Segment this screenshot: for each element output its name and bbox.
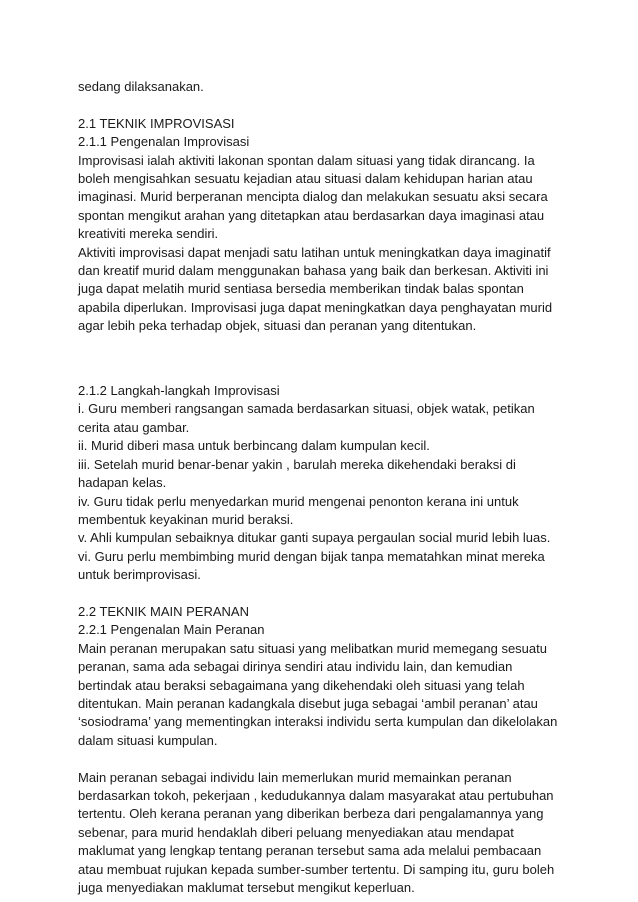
section-heading-2-1: 2.1 TEKNIK IMPROVISASI [78,115,235,131]
subsection-heading-2-1-2: 2.1.2 Langkah-langkah Improvisasi [78,383,280,399]
paragraph-line: bertindak atau beraksi sebagaimana yang dikehendaki oleh situasi yang telah [78,677,525,693]
spacer [78,96,568,114]
paragraph-line: dan kreatif murid dalam menggunakan bahasa yang baik dan berkesan. Aktiviti ini [78,263,549,279]
paragraph-line: apabila diperlukan. Improvisasi juga dapat meningkatkan daya penghayatan murid [78,299,553,315]
paragraph-line: juga menyediakan maklumat tersebut mengikut keperluan. [78,880,415,895]
paragraph-line: agar lebih peka terhadap objek, situasi dan peranan yang ditentukan. [78,318,477,334]
paragraph-line: Aktiviti improvisasi dapat menjadi satu latihan untuk meningkatkan daya imaginatif [78,244,551,260]
spacer [78,585,568,603]
paragraph-line: dalam situasi kumpulan. [78,732,218,748]
step-line: iv. Guru tidak perlu menyedarkan murid mengenai penonton kerana ini untuk [78,493,519,509]
paragraph-line: berdasarkan tokoh, pekerjaan , kedudukannya dalam masyarakat atau pertubuhan [78,787,554,803]
paragraph-line: tertentu. Oleh kerana peranan yang diberikan berbeza dari pengalamannya yang [78,806,544,822]
document-body [78,78,568,897]
paragraph-line: imaginasi. Murid berperanan mencipta dialog dan melakukan sesuatu aksi secara [78,189,548,205]
subsection-heading-2-1-1: 2.1.1 Pengenalan Improvisasi [78,134,250,150]
paragraph-line: Improvisasi ialah aktiviti lakonan spontan dalam situasi yang tidak dirancang. Ia [78,152,535,168]
paragraph-line: spontan mengikut arahan yang ditetapkan atau berdasarkan daya imaginasi atau [78,207,545,223]
subsection-heading-2-2-1: 2.2.1 Pengenalan Main Peranan [78,622,265,638]
step-line: vi. Guru perlu membimbing murid dengan bijak tanpa mematahkan minat mereka [78,548,545,564]
step-line: i. Guru memberi rangsangan samada berdasarkan situasi, objek watak, petikan [78,401,535,417]
paragraph-line: kreativiti mereka sendiri. [78,226,219,242]
step-line: membentuk keyakinan murid beraksi. [78,511,294,527]
paragraph-line: juga dapat melatih murid sentiasa bersedia memberikan tindak balas spontan [78,281,524,297]
paragraph-line: ditentukan. Main peranan kadangkala disebut juga sebagai ‘ambil peranan’ atau [78,695,538,711]
paragraph-line: sebenar, para murid hendaklah diberi peluang menyediakan atau mendapat [78,824,514,840]
spacer [78,336,568,364]
step-line: hadapan kelas. [78,475,167,491]
continuation-line: sedang dilaksanakan. [78,79,204,94]
step-line: ii. Murid diberi masa untuk berbincang dalam kumpulan kecil. [78,438,430,454]
section-heading-2-2: 2.2 TEKNIK MAIN PERANAN [78,603,249,619]
spacer [78,364,568,382]
paragraph-line: Main peranan sebagai individu lain memerlukan murid memainkan peranan [78,769,512,785]
spacer [78,750,568,768]
paragraph-line: ‘sosiodrama’ yang mementingkan interaksi individu serta kumpulan dan dikelolakan [78,714,558,730]
step-line: untuk berimprovisasi. [78,567,201,583]
step-line: iii. Setelah murid benar-benar yakin , barulah mereka dikehendaki beraksi di [78,456,516,472]
paragraph-line: Main peranan merupakan satu situasi yang melibatkan murid memegang sesuatu [78,640,547,656]
paragraph-line: atau membuat rujukan kepada sumber-sumber tertentu. Di samping itu, guru boleh [78,861,555,877]
step-line: cerita atau gambar. [78,419,190,435]
paragraph-line: peranan, sama ada sebagai dirinya sendiri atau individu lain, dan kemudian [78,659,513,675]
paragraph-line: boleh mengisahkan sesuatu kejadian atau situasi dalam kehidupan harian atau [78,171,533,187]
step-line: v. Ahli kumpulan sebaiknya ditukar ganti supaya pergaulan social murid lebih luas. [78,530,551,546]
paragraph-line: maklumat yang lengkap tentang peranan tersebut sama ada melalui pembacaan [78,843,542,859]
